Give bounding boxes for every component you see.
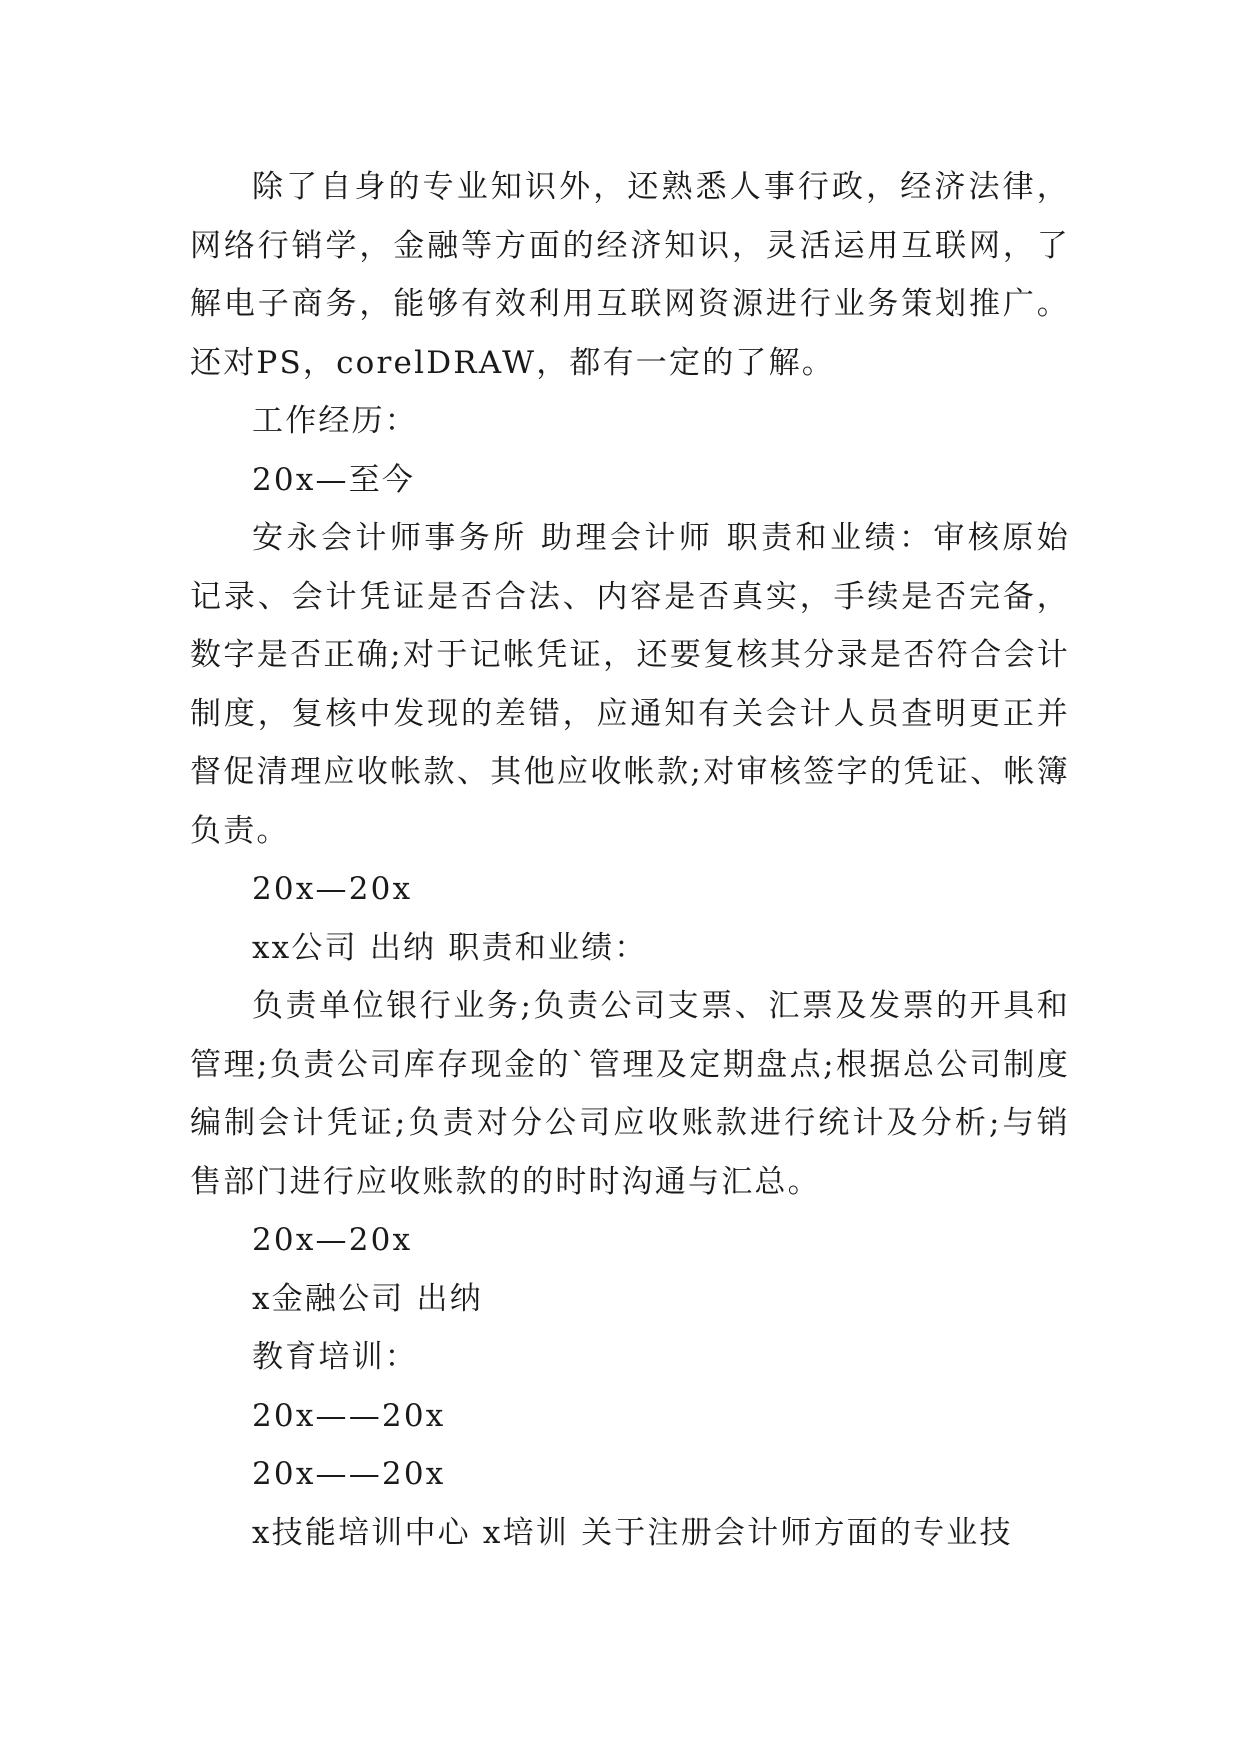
edu2-description: x技能培训中心 x培训 关于注册会计师方面的专业技 bbox=[252, 1514, 1013, 1551]
edu2-period: 20x——20x bbox=[252, 1456, 446, 1492]
edu1-period: 20x——20x bbox=[252, 1397, 446, 1434]
work-experience-heading: 工作经历： bbox=[252, 403, 418, 439]
job2-period: 20x—20x bbox=[252, 871, 413, 907]
job3-period: 20x—20x bbox=[252, 1222, 413, 1258]
skills-paragraph: 除了自身的专业知识外，还熟悉人事行政，经济法律，网络行销学，金融等方面的经济知识，灵活运用互联网，了解电子商务，能够有效利用互联网资源进行业务策划推广。还对PS，corelDRAW，都有一定的了解。 bbox=[190, 169, 1070, 381]
job2-title: xx公司 出纳 职责和业绩： bbox=[252, 929, 648, 966]
job3-title: x金融公司 出纳 bbox=[252, 1280, 483, 1317]
job1-description: 安永会计师事务所 助理会计师 职责和业绩：审核原始记录、会计凭证是否合法、内容是否真实，手续是否完备，数字是否正确;对于记帐凭证，还要复核其分录是否符合会计制度，复核中发现的差错，应通知有关会计人员查明更正并督促清理应收帐款、其他应收帐款;对审核签字的凭证、帐簿负责。 bbox=[190, 520, 1070, 849]
job1-period: 20x—至今 bbox=[252, 461, 416, 498]
education-heading: 教育培训： bbox=[252, 1339, 418, 1375]
document-body bbox=[190, 158, 1070, 1562]
job2-description: 负责单位银行业务;负责公司支票、汇票及发票的开具和管理;负责公司库存现金的`管理及定期盘点;根据总公司制度编制会计凭证;负责对分公司应收账款进行统计及分析;与销售部门进行应收账款的的时时沟通与汇总。 bbox=[190, 988, 1070, 1200]
